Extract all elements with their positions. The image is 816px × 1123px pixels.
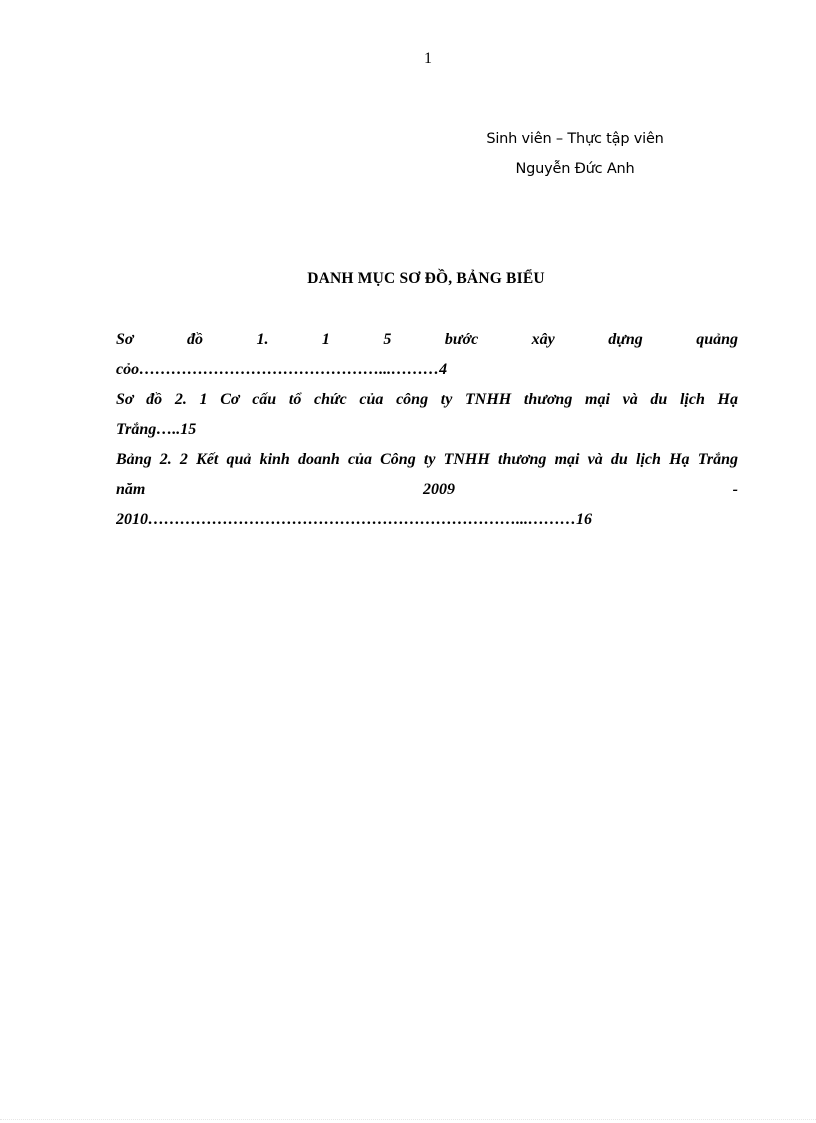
toc-entry-line: cỏo………………………………………...………4 — [116, 361, 448, 378]
toc-entry-diagram-1-1[interactable] — [116, 325, 738, 385]
toc-entry-line: 2010……………………………………………………………...………16 — [116, 511, 592, 528]
toc-entry-table-2-2[interactable] — [116, 445, 738, 535]
toc-entry-diagram-2-1[interactable] — [116, 385, 738, 445]
signature-block — [460, 124, 690, 184]
toc-entry-line: Sơ đồ 2. 1 Cơ cấu tổ chức của công ty TNHH thương mại và du lịch Hạ — [116, 391, 738, 408]
page-number: 1 — [424, 50, 432, 67]
list-of-figures-heading: DANH MỤC SƠ ĐỒ, BẢNG BIỂU — [307, 270, 545, 287]
toc-entry-line: Bảng 2. 2 Kết quả kinh doanh của Công ty TNHH thương mại và du lịch Hạ Trắng — [116, 451, 738, 468]
toc-entry-line: Sơ đồ 1. 1 5 bước xây dựng quảng — [116, 331, 738, 348]
page-bottom-border — [0, 1119, 816, 1120]
list-of-figures — [116, 325, 738, 535]
toc-entry-line: năm 2009 - — [116, 481, 738, 498]
signature-name: Nguyễn Đức Anh — [515, 161, 635, 177]
signature-role: Sinh viên – Thực tập viên — [486, 131, 664, 147]
toc-entry-line: Trắng…..15 — [116, 421, 197, 438]
